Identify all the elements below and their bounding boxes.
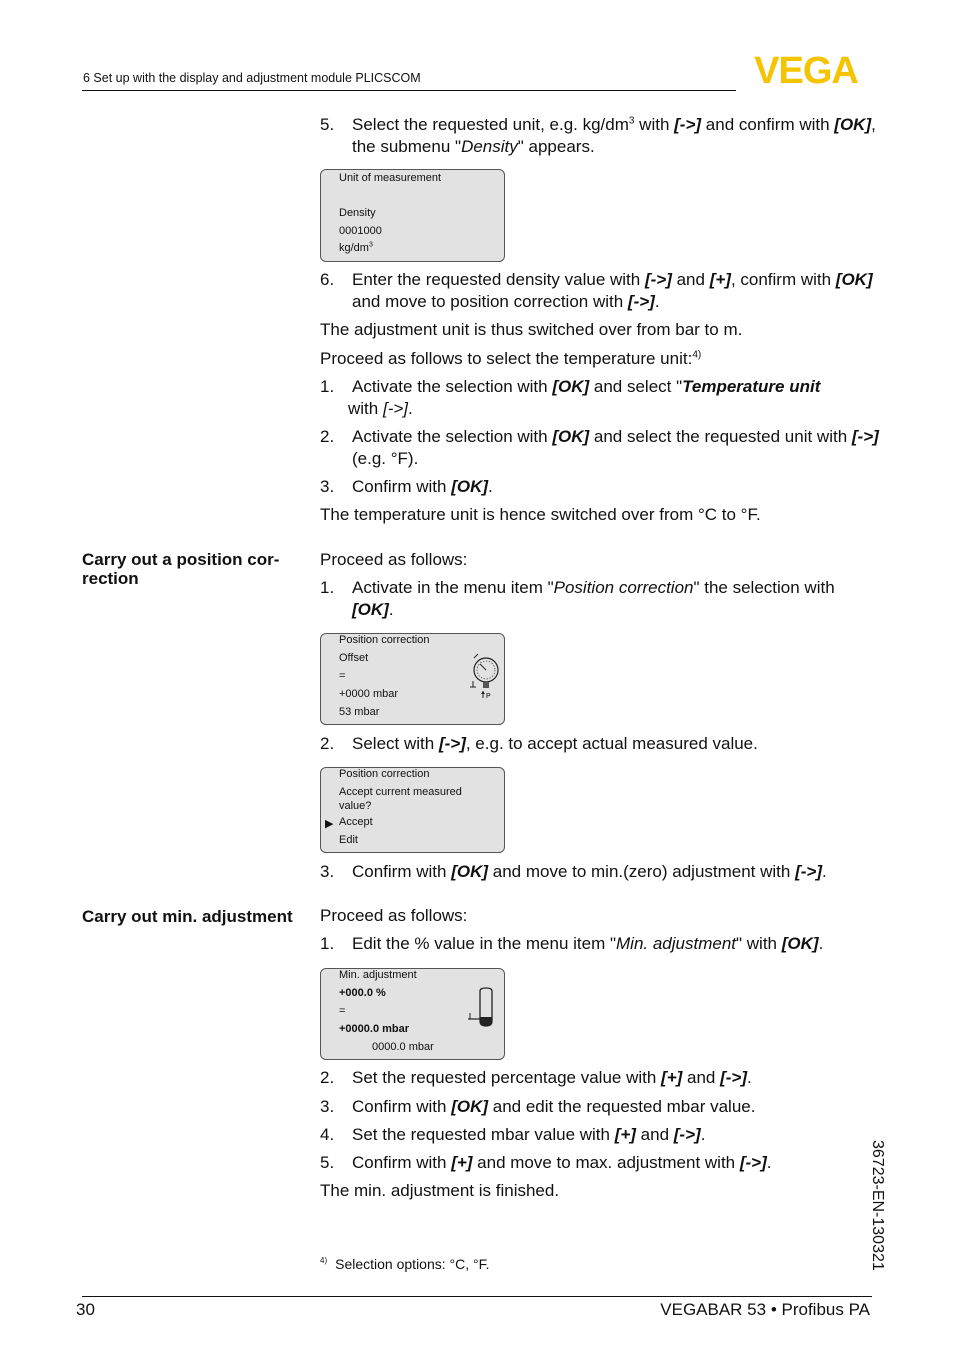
step-text: Activate the selection with [OK] and select the requested unit with [->] (e.g. °F). (352, 427, 879, 468)
lcd-label: Offset (339, 652, 369, 664)
step-number: 2. (320, 734, 335, 753)
lcd-question-line-1: Accept current measured (339, 786, 462, 798)
lcd-label: Density (339, 207, 376, 219)
lcd-mbar: +0000.0 mbar (339, 1023, 410, 1035)
step-text: Confirm with [OK]. (352, 477, 493, 496)
step-number: 2. (320, 427, 335, 446)
footnote-text: Selection options: °C, °F. (335, 1256, 490, 1272)
step-text: Activate the selection with [OK] and select "Temperature unit with [->]. (348, 377, 821, 418)
step-number: 3. (320, 862, 335, 881)
lcd-actual: 0000.0 mbar (372, 1041, 434, 1053)
step-text: Enter the requested density value with [->] and [+], confirm with [OK] and move to position correction with [->]. (352, 270, 873, 311)
step-number: 3. (320, 477, 335, 496)
vega-logo-text: VEGA (754, 52, 858, 86)
para-temp-switched: The temperature unit is hence switched over from °C to °F. (320, 505, 761, 524)
min-intro: Proceed as follows: (320, 906, 468, 925)
step-number: 5. (320, 1153, 335, 1172)
step-text: Confirm with [OK] and edit the requested mbar value. (352, 1097, 756, 1116)
step-number: 1. (320, 578, 335, 597)
pressure-gauge-icon (466, 652, 500, 702)
lcd-eq: = (339, 1005, 346, 1017)
step-number: 3. (320, 1097, 335, 1116)
chapter-header: 6 Set up with the display and adjustment module PLICSCOM (83, 71, 421, 85)
lcd-position-accept (320, 767, 505, 853)
footer-rule (82, 1296, 872, 1297)
step-text: Set the requested percentage value with [+] and [->]. (352, 1068, 752, 1087)
step-number: 1. (320, 377, 335, 396)
lcd-min-adjustment (320, 968, 505, 1060)
footnote (320, 1256, 490, 1272)
footer-product-title: VEGABAR 53 • Profibus PA (660, 1300, 870, 1319)
footnote-mark: 4) (320, 1256, 328, 1265)
step-text: Select the requested unit, e.g. $kg/dm^3$ with [->] and confirm with [OK], the submenu "Density" appears. (352, 115, 876, 156)
step-text: Confirm with [+] and move to max. adjustment with [->]. (352, 1153, 772, 1172)
footnote-ref: 4) (692, 349, 702, 361)
lcd-unit: $kg/dm^3$ (339, 241, 373, 254)
step-text: Set the requested mbar value with [+] and [->]. (352, 1125, 706, 1144)
lcd-unit-of-measurement (320, 169, 505, 262)
step-number: 1. (320, 934, 335, 953)
side-label-min-adjustment: Carry out min. adjustment (82, 907, 293, 926)
p-label: P (486, 693, 491, 700)
vega-logo (740, 52, 872, 86)
position-intro: Proceed as follows: (320, 550, 468, 569)
lcd-position-offset (320, 633, 505, 725)
lcd-title: Position correction (339, 634, 430, 646)
selection-pointer-icon: ▶ (325, 818, 334, 830)
step-text: Select with [->], e.g. to accept actual measured value. (352, 734, 758, 753)
lcd-actual: 53 mbar (339, 706, 380, 718)
header-rule (82, 90, 736, 91)
side-label-position-correction: Carry out a position cor- rection (82, 550, 280, 588)
lcd-title: Position correction (339, 768, 430, 780)
lcd-eq: = (339, 670, 346, 682)
page-number: 30 (76, 1300, 95, 1319)
step-text: Edit the % value in the menu item "Min. adjustment" with [OK]. (352, 934, 824, 953)
tank-level-icon (466, 987, 498, 1031)
step-number: 5. (320, 115, 335, 134)
lcd-question-line-2: value? (339, 800, 372, 812)
step-number: 4. (320, 1125, 335, 1144)
step-text: Confirm with [OK] and move to min.(zero) adjustment with [->]. (352, 862, 827, 881)
document-code: 36723-EN-130321 (869, 1140, 886, 1271)
lcd-value: +0000 mbar (339, 688, 399, 700)
step-number: 6. (320, 270, 335, 289)
lcd-option-accept: Accept (339, 816, 373, 828)
para-min-finished: The min. adjustment is finished. (320, 1181, 560, 1200)
step-text: Activate in the menu item "Position correction" the selection with [OK]. (352, 578, 835, 619)
lcd-title: Unit of measurement (339, 172, 442, 184)
lcd-title: Min. adjustment (339, 969, 417, 981)
lcd-value: 0001000 (339, 225, 382, 237)
para-temp-intro: Proceed as follows to select the temperature unit:$^{4)}$ (320, 349, 702, 368)
para-unit-switched: The adjustment unit is thus switched over from bar to m. (320, 320, 743, 339)
step-number: 2. (320, 1068, 335, 1087)
lcd-percent: +000.0 % (339, 987, 386, 999)
lcd-option-edit: Edit (339, 834, 358, 846)
